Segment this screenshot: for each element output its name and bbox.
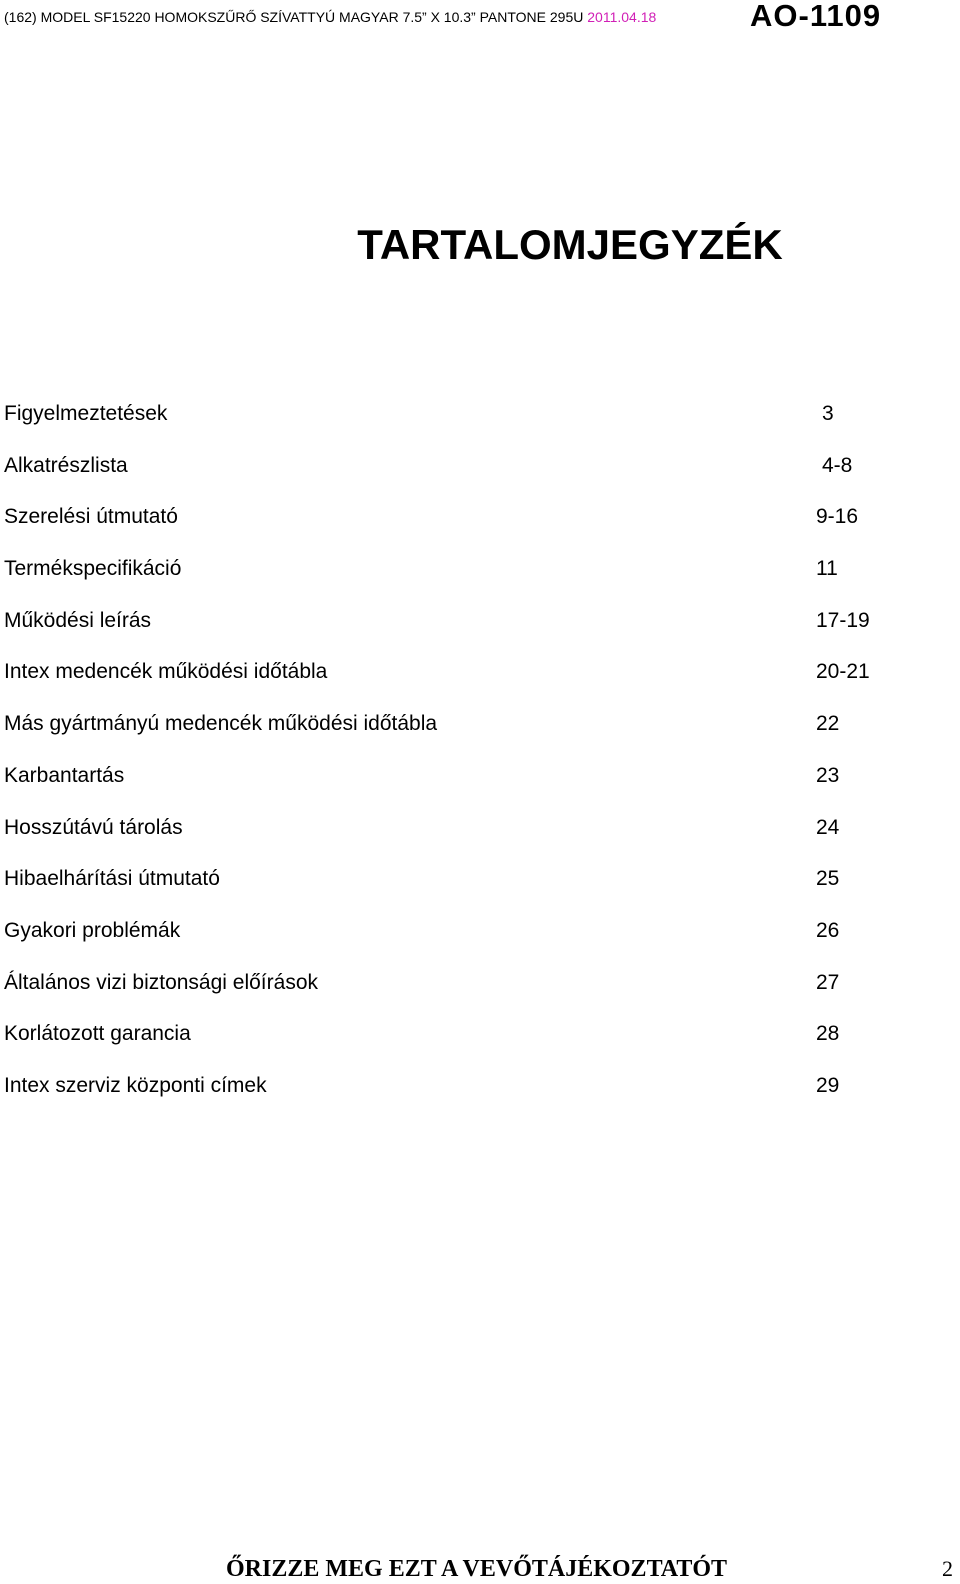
toc-label: Más gyártmányú medencék működési időtábla: [4, 712, 438, 736]
table-of-contents: [4, 402, 904, 1126]
toc-page: 9-16: [816, 505, 859, 529]
toc-item: [4, 1074, 904, 1126]
toc-label: Működési leírás: [4, 608, 152, 632]
toc-item: [4, 867, 904, 919]
toc-page: 26: [816, 918, 840, 942]
toc-page: 23: [816, 763, 840, 787]
toc-item: [4, 816, 904, 868]
toc-page: 29: [816, 1073, 840, 1097]
toc-label: Termékspecifikáció: [4, 557, 182, 581]
toc-page: 20-21: [816, 660, 870, 684]
toc-label: Szerelési útmutató: [4, 505, 178, 529]
toc-item: [4, 454, 904, 506]
page-number: 2: [942, 1556, 953, 1581]
toc-label: Figyelmeztetések: [4, 402, 168, 425]
toc-label: Korlátozott garancia: [4, 1022, 191, 1046]
toc-page: 27: [816, 970, 840, 994]
toc-item: [4, 660, 904, 712]
toc-label: Általános vizi biztonsági előírások: [4, 970, 318, 994]
toc-label: Alkatrészlista: [4, 453, 128, 477]
header-spec-text: (162) MODEL SF15220 HOMOKSZŰRŐ SZÍVATTYÚ MAGYAR 7.5” X 10.3” PANTONE 295U: [4, 9, 588, 25]
toc-page: 22: [816, 712, 840, 736]
document-code: AO-1109: [750, 0, 882, 33]
toc-item: [4, 609, 904, 661]
footer-note: ŐRIZZE MEG EZT A VEVŐTÁJÉKOZTATÓT: [226, 1556, 728, 1582]
toc-item: [4, 505, 904, 557]
toc-item: [4, 712, 904, 764]
toc-page: 28: [816, 1022, 840, 1046]
toc-page: 4-8: [822, 453, 853, 477]
header-date: 2011.04.18: [587, 9, 657, 25]
toc-label: Karbantartás: [4, 763, 125, 787]
toc-item: [4, 971, 904, 1023]
toc-page: 3: [822, 402, 834, 425]
toc-item: [4, 919, 904, 971]
toc-label: Hosszútávú tárolás: [4, 815, 183, 839]
header-spec-line: [4, 9, 656, 25]
toc-item: [4, 402, 904, 454]
toc-page: 11: [816, 557, 838, 581]
toc-item: [4, 764, 904, 816]
toc-page: 25: [816, 867, 840, 891]
toc-item: [4, 557, 904, 609]
toc-item: [4, 1022, 904, 1074]
toc-label: Hibaelhárítási útmutató: [4, 867, 220, 891]
toc-page: 17-19: [816, 608, 870, 632]
toc-page: 24: [816, 815, 840, 839]
toc-label: Intex szerviz központi címek: [4, 1073, 267, 1097]
page-title: TARTALOMJEGYZÉK: [357, 221, 783, 268]
toc-label: Gyakori problémák: [4, 918, 181, 942]
toc-label: Intex medencék működési időtábla: [4, 660, 328, 684]
